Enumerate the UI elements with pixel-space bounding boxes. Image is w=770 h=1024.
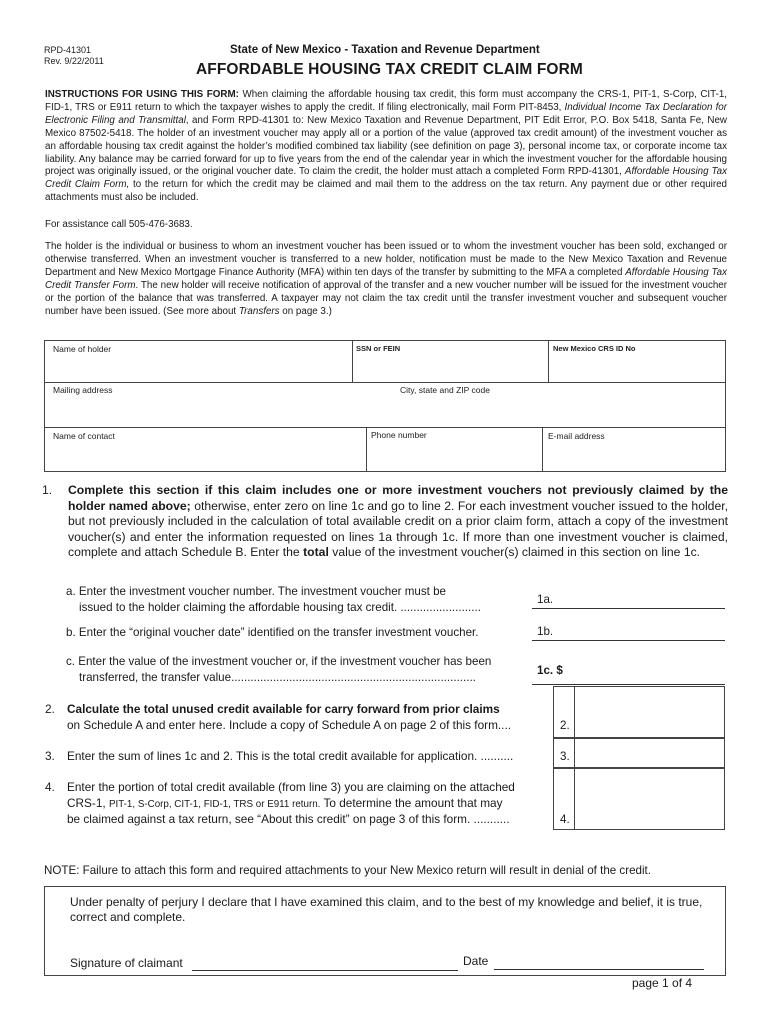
line-2-title: Calculate the total unused credit available for carry forward from prior claims	[67, 702, 500, 716]
holder-info-box	[44, 340, 726, 472]
crs-id-input[interactable]	[553, 357, 721, 377]
form-number-block	[44, 45, 104, 67]
line-1a-input[interactable]	[566, 590, 724, 608]
line-2-text: on Schedule A and enter here. Include a copy of Schedule A on page 2 of this form....	[67, 718, 512, 732]
crs-id-label: New Mexico CRS ID No	[553, 344, 636, 353]
line-4-number: 4.	[45, 780, 55, 794]
date-underline	[494, 969, 704, 970]
instructions-heading: INSTRUCTIONS FOR USING THIS FORM:	[45, 89, 239, 100]
answer-column-divider	[574, 686, 575, 830]
divider	[45, 427, 725, 428]
line-1c-input[interactable]	[580, 661, 724, 679]
denial-note: NOTE: Failure to attach this form and required attachments to your New Mexico return will result in denial of the credit.	[44, 864, 652, 877]
name-of-holder-input[interactable]	[53, 357, 347, 377]
email-address-label: E-mail address	[548, 431, 605, 441]
line-1-number: 1.	[42, 483, 53, 497]
signature-label: Signature of claimant	[70, 956, 183, 970]
holder-definition-paragraph: The holder is the individual or business to whom an investment voucher has been issued or to whom the investment voucher has been sold, exchanged or otherwise transferred. When an investment voucher is transferred to a new holder, notification must be made to the New Mexico Taxation and Revenue Department and New Mexico Mortgage Finance Authority (MFA) within ten days of the transfer by submitting to the MFA a completed Affordable Housing Tax Credit Transfer Form. The new holder will receive notification of approval of the transfer and a new voucher number will be issued for the investment voucher or the portion of the balance that was transferred. A taxpayer may not claim the tax credit until the transfer investment voucher and subsequent voucher number have been issued. (See more about Transfers on page 3.)	[45, 241, 727, 317]
line-1-instructions: 1. Complete this section if this claim includes one or more investment vouchers not previously claimed by the holder named above; otherwise, enter zero on line 1c and go to line 2. For each investment voucher issued to the holder, but not previously included in the calculation of total available credit on a prior claim form, attach a copy of the investment voucher(s) and enter the information requested on lines 1a through 1c. If more than one investment voucher is claimed, complete and attach Schedule B. Enter the total value of the investment voucher(s) claimed in this section on line 1c.	[42, 483, 729, 560]
divider	[542, 427, 543, 472]
date-input[interactable]	[496, 952, 702, 970]
divider	[352, 341, 353, 383]
perjury-statement: Under penalty of perjury I declare that I have examined this claim, and to the best of my knowledge and belief, it is true, correct and complete.	[70, 895, 703, 924]
line-1b-label: 1b.	[537, 625, 554, 638]
divider	[366, 427, 367, 472]
mailing-address-input[interactable]	[53, 399, 393, 421]
line-1c-label: 1c. $	[537, 664, 563, 677]
line-4-text-3: be claimed against a tax return, see “About this credit” on page 3 of this form. ...........	[67, 812, 510, 826]
date-label: Date	[463, 954, 489, 968]
line-2-input[interactable]	[578, 712, 722, 734]
line-3-number: 3.	[45, 749, 55, 763]
line-3-text: Enter the sum of lines 1c and 2. This is the total credit available for application. ..........	[67, 749, 514, 763]
divider	[548, 341, 549, 383]
line-1a-underline	[532, 608, 725, 609]
name-of-holder-label: Name of holder	[53, 344, 112, 354]
line-1a-label: 1a.	[537, 593, 554, 606]
email-address-input[interactable]	[548, 445, 720, 467]
ssn-fein-label: SSN or FEIN	[356, 344, 401, 353]
line-1b-text: b. Enter the “original voucher date” identified on the transfer investment voucher.	[66, 626, 479, 639]
agency-name: State of New Mexico - Taxation and Revenue Department	[230, 44, 540, 56]
line-1a-text-1: a. Enter the investment voucher number. The investment voucher must be	[66, 585, 447, 598]
phone-number-label: Phone number	[371, 430, 427, 440]
form-revision: Rev. 9/22/2011	[44, 56, 104, 66]
instructions-paragraph: INSTRUCTIONS FOR USING THIS FORM: When claiming the affordable housing tax credit, this form must accompany the CRS-1, PIT-1, S-Corp, CIT-1, FID-1, TRS or E911 return to which the taxpayer wishes to apply the credit. If filing electronically, mail Form PIT-8453, Individual Income Tax Declaration for Electronic Filing and Transmittal, and Form RPD-41301 to: New Mexico Taxation and Revenue Department, PIT Edit Error, P.O. Box 5418, Santa Fe, New Mexico 87502-5418. The holder of an investment voucher may apply all or a portion of the value (approved tax credit amount) of the investment voucher as an affordable housing tax credit against the holder’s modified combined tax liability (see definition on page 3), personal income tax, or corporate income tax liability. Any balance may be carried forward for up to five years from the end of the calendar year in which the investment voucher for the affordable housing project was originally issued, or the original voucher date. To claim the credit, the holder must attach a completed Form RPD-41301, Affordable Housing Tax Credit Claim Form, to the return for which the credit may be claimed and mail them to the address on the tax return. Any payment due or other required attachments must also be included.	[45, 89, 728, 204]
line-4-text-2: CRS-1, PIT-1, S-Corp, CIT-1, FID-1, TRS or E911 return. To determine the amount that may	[67, 796, 503, 810]
signature-input[interactable]	[194, 953, 456, 971]
line-1c-text-1: c. Enter the value of the investment voucher or, if the investment voucher has been	[66, 655, 492, 668]
divider	[45, 382, 725, 383]
line-1a-text-2: issued to the holder claiming the affordable housing tax credit. .........................	[79, 601, 481, 614]
name-of-contact-label: Name of contact	[53, 431, 115, 441]
line-1b-underline	[532, 640, 725, 641]
signature-underline	[192, 970, 458, 971]
line-3-input[interactable]	[578, 742, 722, 764]
line-1c-text-2: transferred, the transfer value............................................................................	[79, 671, 476, 684]
ssn-fein-input[interactable]	[356, 357, 542, 377]
line-1b-input[interactable]	[566, 622, 724, 640]
line-1c-underline	[532, 684, 725, 685]
line-2-label: 2.	[560, 719, 570, 732]
mailing-address-label: Mailing address	[53, 385, 113, 395]
city-state-zip-input[interactable]	[400, 399, 720, 421]
line-4-label: 4.	[560, 813, 570, 826]
assistance-phone: For assistance call 505-476-3683.	[45, 219, 193, 230]
phone-number-input[interactable]	[371, 445, 537, 467]
line-2-number: 2.	[45, 702, 55, 716]
form-title: AFFORDABLE HOUSING TAX CREDIT CLAIM FORM	[196, 61, 583, 78]
line-3-label: 3.	[560, 750, 570, 763]
form-number: RPD-41301	[44, 45, 92, 55]
line-4-input[interactable]	[578, 804, 722, 826]
line-4-text-1: Enter the portion of total credit available (from line 3) you are claiming on the attached	[67, 780, 515, 794]
name-of-contact-input[interactable]	[53, 445, 361, 467]
page-number: page 1 of 4	[632, 976, 693, 990]
city-state-zip-label: City, state and ZIP code	[400, 385, 490, 395]
